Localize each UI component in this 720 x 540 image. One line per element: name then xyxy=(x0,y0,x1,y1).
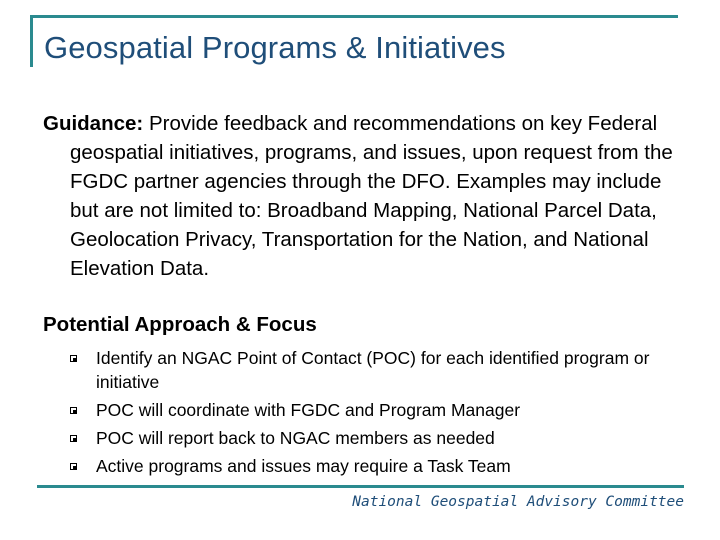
bullet-text: Identify an NGAC Point of Contact (POC) for each identified program or initiative xyxy=(96,348,650,392)
square-bullet-icon xyxy=(70,463,77,470)
bullet-text: POC will coordinate with FGDC and Program Manager xyxy=(96,399,521,420)
footer-organization: National Geospatial Advisory Committee xyxy=(352,494,684,510)
bullet-item xyxy=(70,399,670,423)
bullet-text: Active programs and issues may require a Task Team xyxy=(96,455,511,476)
approach-heading: Potential Approach & Focus xyxy=(43,313,317,336)
square-bullet-icon xyxy=(70,435,77,442)
guidance-block xyxy=(43,109,693,283)
approach-bullet-list xyxy=(70,347,670,483)
bullet-item xyxy=(70,347,670,394)
guidance-text: Provide feedback and recommendations on key Federal geospatial initiatives, programs, and issues, upon request from the FGDC partner agencies through the DFO. Examples may include but are not limited to: Broadband Mapping, National Parcel Data, Geolocation Privacy, Transportation for the Nation, and National Elevation Data. xyxy=(70,112,673,280)
square-bullet-icon xyxy=(70,407,77,414)
bullet-item xyxy=(70,455,670,479)
title-frame-left-rule xyxy=(30,15,33,67)
guidance-paragraph xyxy=(43,109,693,283)
bullet-text: POC will report back to NGAC members as needed xyxy=(96,427,495,448)
guidance-label: Guidance: xyxy=(43,112,144,135)
title-frame-top-rule xyxy=(30,15,678,18)
square-bullet-icon xyxy=(70,355,77,362)
footer-rule xyxy=(37,485,684,488)
slide-title: Geospatial Programs & Initiatives xyxy=(44,30,506,65)
bullet-item xyxy=(70,427,670,451)
